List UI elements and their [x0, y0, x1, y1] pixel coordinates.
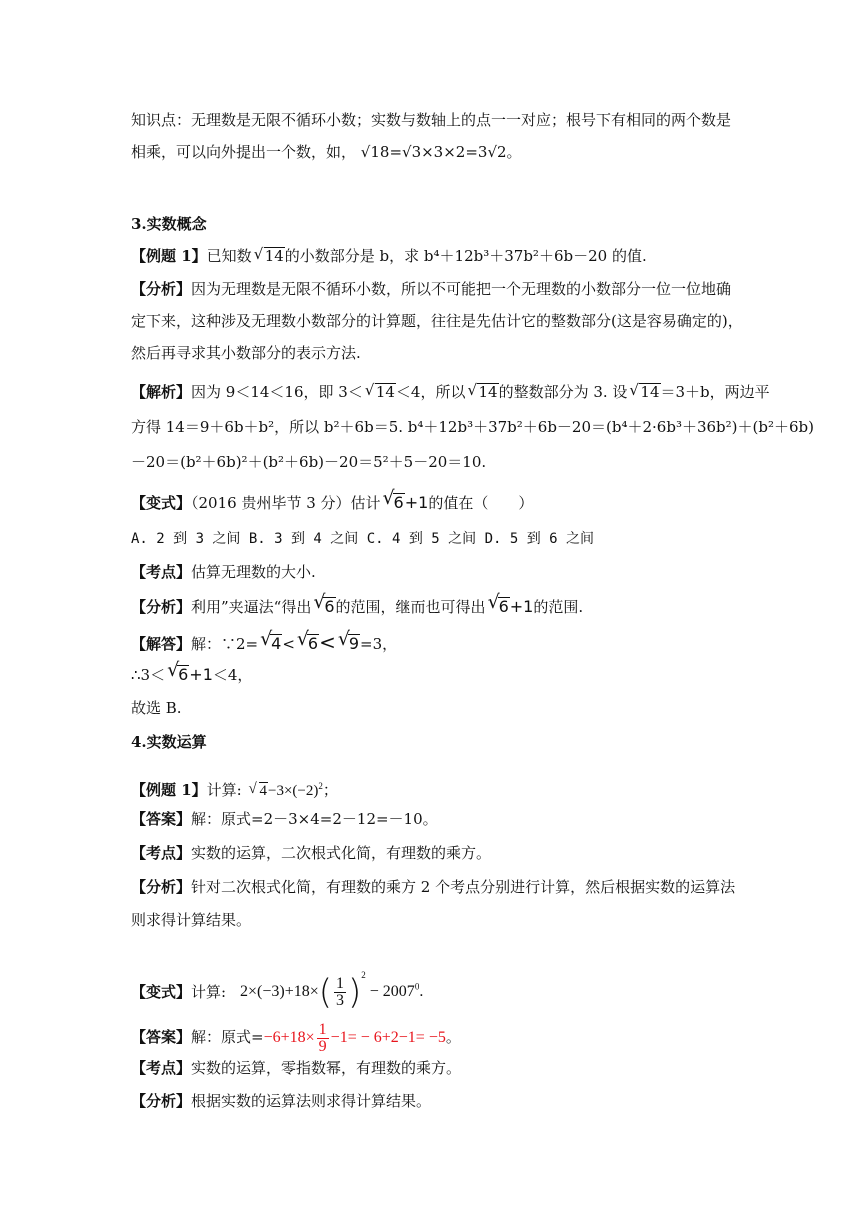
analysis-text-1: 因为无理数是无限不循环小数，所以不可能把一个无理数的小数部分一位一位地确 — [191, 280, 732, 298]
solution-label: 【解析】 — [131, 383, 192, 401]
answer-end: 。 — [445, 1028, 461, 1047]
kaodian-text: 估算无理数的大小. — [191, 563, 316, 581]
numerator: 1 — [318, 1021, 327, 1038]
answer-formula-a: −6+18× — [263, 1029, 315, 1047]
radicand: 4 — [259, 783, 268, 799]
solution-line-1 — [131, 382, 770, 402]
solution-text-b: ＜4，所以 — [395, 383, 466, 401]
radicand: 6 — [324, 597, 335, 616]
kaodian-text: 实数的运算，二次根式化简，有理数的乘方。 — [191, 844, 492, 862]
radicand: 14 — [264, 247, 284, 265]
analysis-line-2: 定下来，这种涉及无理数小数部分的计算题，往往是先估计它的整数部分(这是容易确定的)， — [131, 312, 743, 330]
radicand: 6 — [178, 665, 189, 684]
knowledge-line-2 — [131, 142, 522, 162]
answer-formula-b: −1= − 6+2−1= −5 — [330, 1029, 446, 1047]
answer-text: 解：原式=2－3×4=2－12=－10。 — [191, 810, 438, 828]
denominator: 3 — [336, 991, 345, 1009]
sqrt-6 — [167, 665, 189, 685]
kaodian-label: 【考点】 — [131, 1059, 192, 1077]
radicand: 6 — [393, 493, 404, 512]
radicand: 14 — [478, 383, 498, 401]
less-than: < — [282, 635, 295, 653]
variant-label-line — [131, 982, 226, 1002]
fenxi-text: 根据实数的运算法则求得计算结果。 — [191, 1092, 432, 1110]
sqrt-14 — [365, 382, 396, 402]
variant-pre: 计算: — [191, 983, 227, 1001]
fenxi-label: 【分析】 — [131, 1092, 192, 1110]
solution-line-3: －20＝(b²＋6b)²＋(b²＋6b)－20＝5²＋5－20＝10. — [131, 453, 487, 471]
example-pre: 计算: — [206, 781, 242, 799]
fenxi-label: 【分析】 — [131, 878, 192, 896]
kaodian-line — [131, 562, 316, 582]
example-formula — [247, 783, 323, 799]
fenxi-pre: 利用”夹逼法“得出 — [191, 598, 312, 616]
formula-dot: . — [419, 983, 424, 1000]
answer-line — [131, 809, 438, 829]
radicand: 14 — [640, 383, 660, 401]
jieda-pre: 解：∵2= — [191, 635, 259, 653]
analysis-label: 【分析】 — [131, 280, 192, 298]
section-4-title: 4.实数运算 — [131, 733, 207, 751]
radicand: 6 — [307, 634, 319, 653]
section-3-example-1 — [131, 246, 647, 266]
fenxi-mid: 的范围，继而也可得出 — [335, 598, 486, 616]
analysis-line-1 — [131, 279, 731, 299]
less-than: < — [319, 630, 336, 654]
plus-one: +1 — [189, 665, 213, 684]
solution-text-a: 因为 9＜14＜16，即 3＜ — [191, 383, 363, 401]
sqrt-9 — [338, 634, 360, 654]
answer-formula — [263, 1021, 446, 1055]
variant-label: 【变式】 — [131, 983, 192, 1001]
choose-line: 故选 B. — [131, 699, 182, 717]
example-pre: 已知数 — [206, 247, 252, 265]
fenxi-label: 【分析】 — [131, 598, 192, 616]
fenxi-line — [131, 597, 583, 617]
therefore-line — [131, 665, 252, 685]
formula-body: −3×(−2) — [268, 783, 319, 799]
jieda-line — [131, 632, 397, 654]
knowledge-formula: √18=√3×3×2=3√2。 — [360, 143, 522, 161]
exponent: 2 — [318, 781, 323, 791]
sqrt-14 — [629, 382, 660, 402]
left-paren: ( — [318, 972, 333, 1013]
right-paren: ) — [348, 972, 362, 1013]
example-end: ； — [322, 781, 338, 799]
radicand: 14 — [375, 383, 395, 401]
answer-label: 【答案】 — [131, 1028, 192, 1047]
sqrt-14 — [254, 246, 285, 266]
kaodian-label: 【考点】 — [131, 844, 192, 862]
variant-formula — [240, 955, 423, 1012]
knowledge-line-2-text: 相乘，可以向外提出一个数，如， — [131, 143, 357, 161]
solution-text-c: 的整数部分为 3. 设 — [498, 383, 628, 401]
sqrt-6 — [297, 634, 319, 654]
knowledge-line-1: 知识点：无理数是无限不循环小数；实数与数轴上的点一一对应；根号下有相同的两个数是 — [131, 111, 732, 129]
radicand: 4 — [271, 634, 282, 653]
section-4-example-1 — [131, 776, 338, 801]
answer-label: 【答案】 — [131, 810, 192, 828]
example-post: 的小数部分是 b，求 b⁴＋12b³＋37b²＋6b－20 的值. — [284, 247, 647, 265]
kaodian-text: 实数的运算，零指数幂，有理数的乘方。 — [191, 1059, 462, 1077]
fenxi-post: 的范围. — [533, 598, 584, 616]
radicand: 6 — [498, 597, 509, 616]
variant-line — [131, 493, 533, 513]
section-3-title: 3.实数概念 — [131, 215, 207, 233]
example-label: 【例题 1】 — [131, 247, 207, 265]
exponent: 2 — [361, 970, 366, 980]
therefore-post: ＜4， — [212, 666, 253, 684]
solution-text-d: ＝3＋b，两边平 — [660, 383, 770, 401]
kaodian-line — [131, 843, 491, 863]
fenxi-line-2: 则求得计算结果。 — [131, 911, 252, 929]
fraction-one-ninth — [317, 1022, 329, 1055]
sqrt-6 — [383, 493, 405, 513]
sqrt-4 — [260, 634, 282, 654]
kaodian-label: 【考点】 — [131, 563, 192, 581]
solution-line-2: 方得 14＝9＋6b＋b²，所以 b²＋6b＝5. b⁴＋12b³＋37b²＋6b－20＝(b⁴＋2·6b³＋36b²)＋(b²＋6b) — [131, 418, 814, 436]
sqrt-14 — [467, 382, 498, 402]
sqrt-4 — [249, 781, 269, 801]
variant-label: 【变式】 — [131, 494, 192, 512]
formula-part-a: 2×(−3)+18× — [240, 983, 319, 1000]
fenxi-2-line — [131, 1091, 431, 1111]
formula-part-b: − 2007 — [369, 983, 415, 1000]
kaodian-2-line — [131, 1058, 461, 1078]
numerator: 1 — [336, 974, 345, 992]
variant-post: 的值在（ ） — [428, 494, 534, 512]
analysis-line-3: 然后再寻求其小数部分的表示方法. — [131, 344, 361, 362]
denominator: 9 — [318, 1038, 327, 1055]
radicand: 9 — [348, 634, 360, 653]
sqrt-6 — [488, 597, 510, 617]
jieda-post: =3， — [360, 635, 398, 653]
example-label: 【例题 1】 — [131, 781, 207, 799]
fenxi-line-1 — [131, 877, 735, 897]
jieda-label: 【解答】 — [131, 635, 192, 653]
exponent-zero: 0 — [414, 981, 420, 992]
therefore-pre: ∴3＜ — [131, 666, 166, 684]
options-line: A. 2 到 3 之间 B. 3 到 4 之间 C. 4 到 5 之间 D. 5 到 6 之间 — [131, 531, 595, 547]
plus-one: +1 — [509, 597, 534, 616]
answer-2-line — [131, 1022, 461, 1055]
fenxi-text-1: 针对二次根式化简，有理数的乘方 2 个考点分别进行计算，然后根据实数的运算法 — [191, 878, 736, 896]
answer-pre: 解：原式= — [191, 1028, 264, 1047]
variant-pre: （2016 贵州毕节 3 分）估计 — [191, 494, 381, 512]
plus-one: +1 — [404, 493, 429, 512]
sqrt-6 — [313, 597, 335, 617]
fraction-one-third — [334, 976, 346, 1009]
